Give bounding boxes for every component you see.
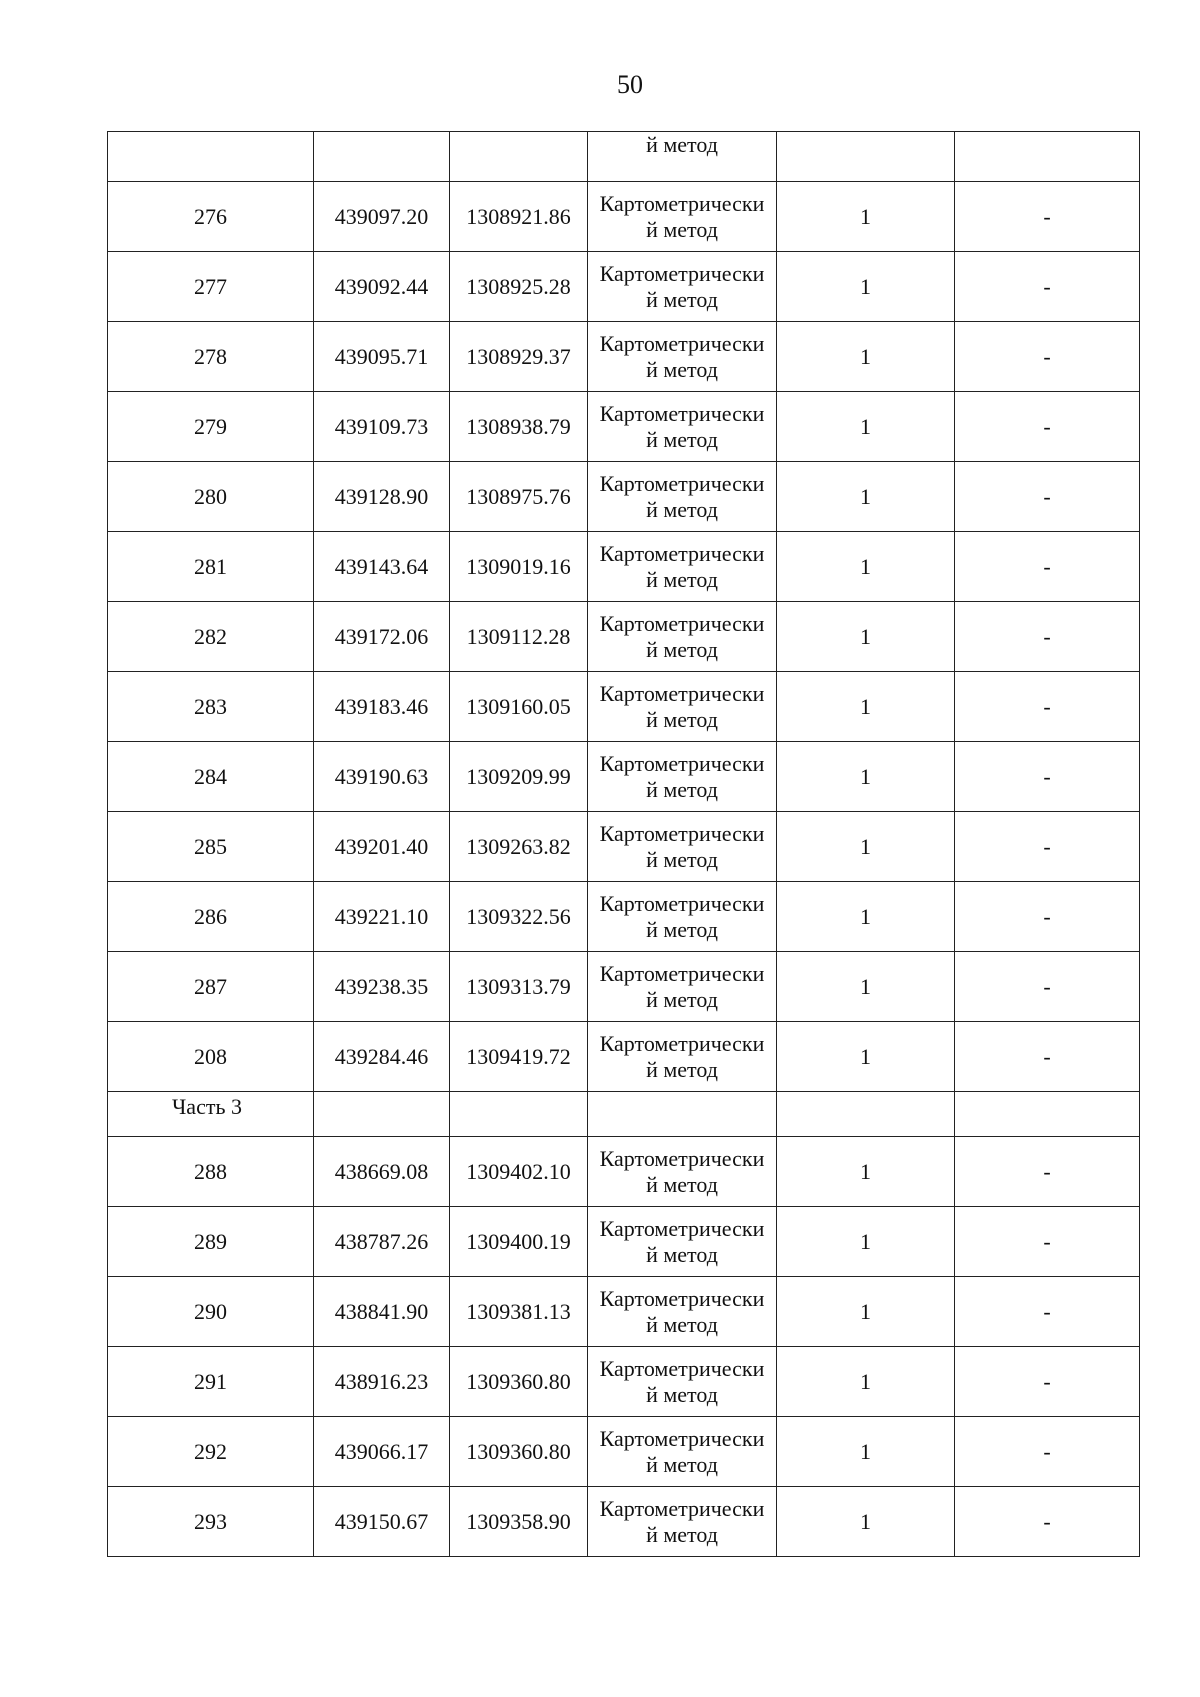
y-coordinate-cell: 1309313.79 — [450, 952, 588, 1022]
table-row — [108, 1417, 1140, 1487]
note-cell: - — [955, 952, 1140, 1022]
x-coordinate-cell: 439201.40 — [314, 812, 450, 882]
note-cell: - — [955, 1417, 1140, 1487]
method-cell — [588, 182, 777, 252]
method-text: й метод — [646, 1451, 718, 1477]
point-number-cell: 281 — [108, 532, 314, 602]
y-coordinate-cell: 1309112.28 — [450, 602, 588, 672]
point-number-cell: 292 — [108, 1417, 314, 1487]
x-coordinate-cell: 438841.90 — [314, 1277, 450, 1347]
method-cell — [588, 672, 777, 742]
method-cell — [588, 882, 777, 952]
cell-empty — [588, 1092, 777, 1137]
accuracy-cell: 1 — [777, 742, 955, 812]
x-coordinate-cell: 439172.06 — [314, 602, 450, 672]
table-row — [108, 392, 1140, 462]
table-row — [108, 252, 1140, 322]
method-cell — [588, 952, 777, 1022]
x-coordinate-cell: 439143.64 — [314, 532, 450, 602]
method-cell — [588, 742, 777, 812]
y-coordinate-cell: 1309360.80 — [450, 1347, 588, 1417]
cell-empty — [108, 132, 314, 182]
method-cell — [588, 1347, 777, 1417]
method-text: Картометрически — [599, 540, 765, 566]
note-cell: - — [955, 672, 1140, 742]
x-coordinate-cell: 439095.71 — [314, 322, 450, 392]
x-coordinate-cell: 438669.08 — [314, 1137, 450, 1207]
method-text: й метод — [646, 1056, 718, 1082]
cell-empty — [777, 1092, 955, 1137]
cell-empty — [955, 1092, 1140, 1137]
method-text: й метод — [646, 496, 718, 522]
cell-empty — [450, 132, 588, 182]
accuracy-cell: 1 — [777, 1487, 955, 1557]
method-text: Картометрически — [599, 1425, 765, 1451]
table-row — [108, 952, 1140, 1022]
method-text: Картометрически — [599, 610, 765, 636]
x-coordinate-cell: 439128.90 — [314, 462, 450, 532]
note-cell: - — [955, 532, 1140, 602]
x-coordinate-cell: 439109.73 — [314, 392, 450, 462]
note-cell: - — [955, 882, 1140, 952]
point-number-cell: 288 — [108, 1137, 314, 1207]
method-text: й метод — [646, 916, 718, 942]
x-coordinate-cell: 438787.26 — [314, 1207, 450, 1277]
method-text: й метод — [646, 566, 718, 592]
y-coordinate-cell: 1308925.28 — [450, 252, 588, 322]
method-cell — [588, 602, 777, 672]
point-number-cell: 289 — [108, 1207, 314, 1277]
y-coordinate-cell: 1308975.76 — [450, 462, 588, 532]
cell-empty — [314, 132, 450, 182]
note-cell: - — [955, 252, 1140, 322]
y-coordinate-cell: 1308921.86 — [450, 182, 588, 252]
note-cell: - — [955, 322, 1140, 392]
point-number-cell: 278 — [108, 322, 314, 392]
point-number-cell: 285 — [108, 812, 314, 882]
accuracy-cell: 1 — [777, 812, 955, 882]
section-label: Часть 3 — [108, 1092, 314, 1137]
method-text: й метод — [646, 1241, 718, 1267]
y-coordinate-cell: 1308929.37 — [450, 322, 588, 392]
table-row — [108, 322, 1140, 392]
table-row — [108, 882, 1140, 952]
accuracy-cell: 1 — [777, 322, 955, 392]
x-coordinate-cell: 439284.46 — [314, 1022, 450, 1092]
method-tail-cell: й метод — [588, 132, 777, 182]
method-text: Картометрически — [599, 1215, 765, 1241]
accuracy-cell: 1 — [777, 602, 955, 672]
coordinates-table — [107, 131, 1140, 1557]
accuracy-cell: 1 — [777, 252, 955, 322]
table-row — [108, 1277, 1140, 1347]
method-text: й метод — [646, 286, 718, 312]
table-row — [108, 1137, 1140, 1207]
x-coordinate-cell: 439097.20 — [314, 182, 450, 252]
table-row — [108, 462, 1140, 532]
point-number-cell: 279 — [108, 392, 314, 462]
method-cell — [588, 1487, 777, 1557]
x-coordinate-cell: 439221.10 — [314, 882, 450, 952]
method-cell — [588, 532, 777, 602]
y-coordinate-cell: 1308938.79 — [450, 392, 588, 462]
note-cell: - — [955, 812, 1140, 882]
y-coordinate-cell: 1309160.05 — [450, 672, 588, 742]
coordinates-table-body — [108, 132, 1140, 1557]
accuracy-cell: 1 — [777, 672, 955, 742]
y-coordinate-cell: 1309358.90 — [450, 1487, 588, 1557]
table-row — [108, 532, 1140, 602]
method-text: Картометрически — [599, 890, 765, 916]
point-number-cell: 283 — [108, 672, 314, 742]
y-coordinate-cell: 1309263.82 — [450, 812, 588, 882]
note-cell: - — [955, 602, 1140, 672]
note-cell: - — [955, 182, 1140, 252]
x-coordinate-cell: 439066.17 — [314, 1417, 450, 1487]
method-text: й метод — [646, 426, 718, 452]
table-row — [108, 182, 1140, 252]
method-text: й метод — [646, 1171, 718, 1197]
note-cell: - — [955, 1277, 1140, 1347]
method-text: й метод — [646, 1521, 718, 1547]
method-text: й метод — [646, 986, 718, 1012]
x-coordinate-cell: 439238.35 — [314, 952, 450, 1022]
note-cell: - — [955, 462, 1140, 532]
method-text: Картометрически — [599, 1030, 765, 1056]
method-text: Картометрически — [599, 1285, 765, 1311]
point-number-cell: 276 — [108, 182, 314, 252]
method-text: й метод — [646, 846, 718, 872]
method-text: й метод — [646, 1311, 718, 1337]
note-cell: - — [955, 1207, 1140, 1277]
method-cell — [588, 1207, 777, 1277]
point-number-cell: 282 — [108, 602, 314, 672]
note-cell: - — [955, 1137, 1140, 1207]
y-coordinate-cell: 1309209.99 — [450, 742, 588, 812]
table-row — [108, 1207, 1140, 1277]
method-text: й метод — [646, 216, 718, 242]
point-number-cell: 291 — [108, 1347, 314, 1417]
accuracy-cell: 1 — [777, 952, 955, 1022]
method-text: й метод — [646, 706, 718, 732]
method-text: Картометрически — [599, 190, 765, 216]
continuation-row — [108, 132, 1140, 182]
accuracy-cell: 1 — [777, 182, 955, 252]
method-text: Картометрически — [599, 750, 765, 776]
cell-empty — [777, 132, 955, 182]
cell-empty — [450, 1092, 588, 1137]
x-coordinate-cell: 439092.44 — [314, 252, 450, 322]
table-row — [108, 812, 1140, 882]
method-cell — [588, 252, 777, 322]
method-cell — [588, 392, 777, 462]
point-number-cell: 280 — [108, 462, 314, 532]
note-cell: - — [955, 1347, 1140, 1417]
accuracy-cell: 1 — [777, 1137, 955, 1207]
note-cell: - — [955, 742, 1140, 812]
point-number-cell: 208 — [108, 1022, 314, 1092]
section-row — [108, 1092, 1140, 1137]
method-cell — [588, 1137, 777, 1207]
method-text: Картометрически — [599, 330, 765, 356]
accuracy-cell: 1 — [777, 1207, 955, 1277]
method-cell — [588, 812, 777, 882]
point-number-cell: 290 — [108, 1277, 314, 1347]
cell-empty — [314, 1092, 450, 1137]
table-row — [108, 1487, 1140, 1557]
method-text: Картометрически — [599, 820, 765, 846]
method-text: Картометрически — [599, 470, 765, 496]
method-text: Картометрически — [599, 400, 765, 426]
point-number-cell: 284 — [108, 742, 314, 812]
table-row — [108, 672, 1140, 742]
method-cell — [588, 1417, 777, 1487]
y-coordinate-cell: 1309419.72 — [450, 1022, 588, 1092]
x-coordinate-cell: 439190.63 — [314, 742, 450, 812]
x-coordinate-cell: 439150.67 — [314, 1487, 450, 1557]
accuracy-cell: 1 — [777, 1347, 955, 1417]
method-cell — [588, 462, 777, 532]
method-text: Картометрически — [599, 1355, 765, 1381]
x-coordinate-cell: 438916.23 — [314, 1347, 450, 1417]
method-text: й метод — [646, 356, 718, 382]
y-coordinate-cell: 1309360.80 — [450, 1417, 588, 1487]
point-number-cell: 293 — [108, 1487, 314, 1557]
method-text: й метод — [646, 1381, 718, 1407]
accuracy-cell: 1 — [777, 882, 955, 952]
method-cell — [588, 322, 777, 392]
accuracy-cell: 1 — [777, 1022, 955, 1092]
method-text: Картометрически — [599, 260, 765, 286]
accuracy-cell: 1 — [777, 532, 955, 602]
method-cell — [588, 1277, 777, 1347]
method-cell — [588, 1022, 777, 1092]
note-cell: - — [955, 1487, 1140, 1557]
method-text: Картометрически — [599, 1145, 765, 1171]
table-row — [108, 742, 1140, 812]
table-row — [108, 1022, 1140, 1092]
point-number-cell: 286 — [108, 882, 314, 952]
x-coordinate-cell: 439183.46 — [314, 672, 450, 742]
y-coordinate-cell: 1309381.13 — [450, 1277, 588, 1347]
accuracy-cell: 1 — [777, 1417, 955, 1487]
table-row — [108, 1347, 1140, 1417]
method-text: Картометрически — [599, 1495, 765, 1521]
accuracy-cell: 1 — [777, 1277, 955, 1347]
table-row — [108, 602, 1140, 672]
note-cell: - — [955, 1022, 1140, 1092]
y-coordinate-cell: 1309400.19 — [450, 1207, 588, 1277]
accuracy-cell: 1 — [777, 462, 955, 532]
note-cell: - — [955, 392, 1140, 462]
method-text: й метод — [646, 636, 718, 662]
y-coordinate-cell: 1309402.10 — [450, 1137, 588, 1207]
page-number: 50 — [617, 70, 643, 99]
cell-empty — [955, 132, 1140, 182]
method-text: Картометрически — [599, 680, 765, 706]
y-coordinate-cell: 1309322.56 — [450, 882, 588, 952]
method-text: й метод — [646, 776, 718, 802]
point-number-cell: 277 — [108, 252, 314, 322]
accuracy-cell: 1 — [777, 392, 955, 462]
method-text: Картометрически — [599, 960, 765, 986]
y-coordinate-cell: 1309019.16 — [450, 532, 588, 602]
point-number-cell: 287 — [108, 952, 314, 1022]
